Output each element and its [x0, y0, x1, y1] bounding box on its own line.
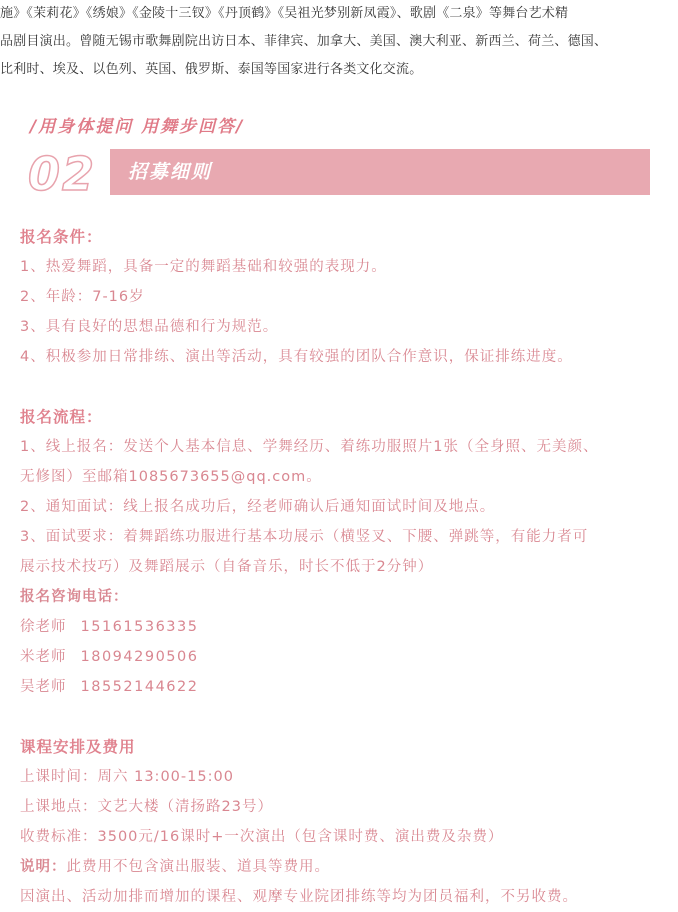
section-number: 02 [28, 147, 97, 201]
contact-phone[interactable]: 18094290506 [80, 649, 199, 665]
intro-line: 比利时、埃及、以色列、英国、俄罗斯、泰国等国家进行各类文化交流。 [0, 62, 423, 77]
condition-item: 4、积极参加日常排练、演出等活动，具有较强的团队合作意识，保证排练进度。 [20, 349, 573, 365]
process-line: 3、面试要求：着舞蹈练功服进行基本功展示（横竖叉、下腰、弹跳等，有能力者可 [20, 529, 589, 545]
contact-phone[interactable]: 18552144622 [80, 679, 199, 695]
contact-heading: 报名咨询电话： [20, 589, 129, 605]
course-note [20, 852, 670, 882]
conditions-heading: 报名条件： [20, 228, 103, 246]
section-title: 招募细则 [128, 161, 213, 183]
note-text: 此费用不包含演出服装、道具等费用。 [66, 859, 330, 875]
intro-line: 品剧目演出。曾随无锡市歌舞剧院出访日本、菲律宾、加拿大、美国、澳大利亚、新西兰、荷兰、德国、 [0, 34, 608, 49]
contact-phone[interactable]: 15161536335 [80, 619, 199, 635]
section-header [24, 148, 652, 200]
spacer [20, 702, 670, 732]
condition-item: 1、热爱舞蹈，具备一定的舞蹈基础和较强的表现力。 [20, 259, 387, 275]
intro-line: 施》《茉莉花》《绣娘》《金陵十三钗》《丹顶鹤》《吴祖光梦别新凤霞》、歌剧《二泉》等舞台艺术精 [0, 6, 569, 21]
slogan: /用身体提问 用舞步回答/ [30, 117, 245, 137]
contact-name: 米老师 [20, 649, 67, 665]
contact-name: 吴老师 [20, 679, 67, 695]
course-line: 收费标准：3500元/16课时+一次演出（包含课时费、演出费及杂费） [20, 829, 504, 845]
course-line: 上课时间：周六 13:00-15:00 [20, 769, 234, 785]
condition-item: 2、年龄：7-16岁 [20, 289, 145, 305]
recruitment-details [20, 222, 670, 912]
course-line: 因演出、活动加排而增加的课程、观摩专业院团排练等均为团员福利，不另收费。 [20, 889, 578, 905]
course-line: 上课地点：文艺大楼（清扬路23号） [20, 799, 273, 815]
process-line: 2、通知面试：线上报名成功后，经老师确认后通知面试时间及地点。 [20, 499, 496, 515]
spacer [20, 372, 670, 402]
process-heading: 报名流程： [20, 408, 103, 426]
process-line: 展示技术技巧）及舞蹈展示（自备音乐，时长不低于2分钟） [20, 559, 434, 575]
condition-item: 3、具有良好的思想品德和行为规范。 [20, 319, 279, 335]
note-label: 说明： [20, 859, 67, 875]
contact-row [20, 642, 670, 672]
section-title-bar [110, 149, 650, 195]
contact-row [20, 672, 670, 702]
intro-paragraph [0, 0, 676, 84]
contact-row [20, 612, 670, 642]
course-heading: 课程安排及费用 [20, 738, 136, 756]
contact-name: 徐老师 [20, 619, 67, 635]
process-line-email[interactable]: 无修图）至邮箱1085673655@qq.com。 [20, 469, 322, 485]
process-line: 1、线上报名：发送个人基本信息、学舞经历、着练功服照片1张（全身照、无美颜、 [20, 439, 599, 455]
